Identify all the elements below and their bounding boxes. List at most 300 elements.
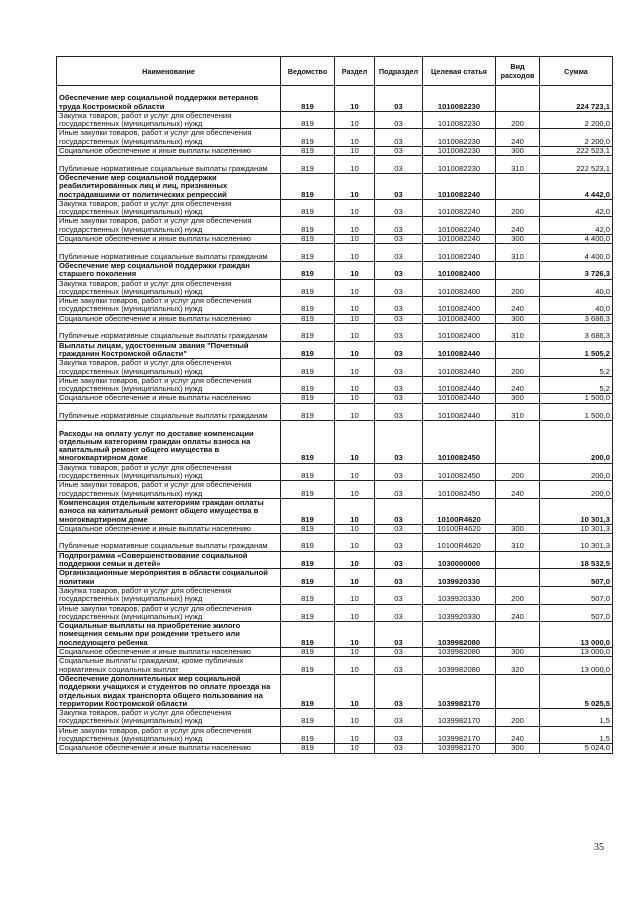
cell-celevaya-statya: 1010082240: [423, 217, 496, 235]
cell-vedomstvo: 819: [281, 726, 335, 744]
cell-name: Социальное обеспечение и иные выплаты населению: [57, 524, 281, 533]
cell-celevaya-statya: 1039982170: [423, 709, 496, 727]
cell-razdel: 10: [335, 376, 375, 394]
cell-vedomstvo: 819: [281, 235, 335, 244]
cell-celevaya-statya: 1010082440: [423, 359, 496, 377]
header-razdel: Раздел: [335, 57, 375, 86]
cell-vid-raskhodov: [496, 261, 540, 279]
table-row: [57, 341, 613, 359]
cell-vedomstvo: 819: [281, 217, 335, 235]
cell-razdel: 10: [335, 173, 375, 199]
cell-podrazdel: 03: [375, 569, 423, 587]
table-row: [57, 173, 613, 199]
cell-vid-raskhodov: 300: [496, 147, 540, 156]
cell-vid-raskhodov: 240: [496, 217, 540, 235]
cell-podrazdel: 03: [375, 341, 423, 359]
cell-razdel: 10: [335, 111, 375, 129]
cell-vedomstvo: 819: [281, 341, 335, 359]
cell-podrazdel: 03: [375, 217, 423, 235]
budget-table: [56, 56, 613, 754]
cell-vedomstvo: 819: [281, 324, 335, 342]
table-row: [57, 147, 613, 156]
cell-name: Иные закупки товаров, работ и услуг для обеспечения государственных (муниципальных) нужд: [57, 726, 281, 744]
cell-celevaya-statya: 1010082440: [423, 376, 496, 394]
table-row: [57, 279, 613, 297]
cell-celevaya-statya: 10100R4620: [423, 534, 496, 552]
header-vedomstvo: Ведомство: [281, 57, 335, 86]
cell-name: Иные закупки товаров, работ и услуг для обеспечения государственных (муниципальных) нужд: [57, 604, 281, 622]
cell-vedomstvo: 819: [281, 376, 335, 394]
cell-vedomstvo: 819: [281, 297, 335, 315]
cell-razdel: 10: [335, 341, 375, 359]
cell-summa: 5,2: [540, 359, 613, 377]
cell-celevaya-statya: 1010082400: [423, 314, 496, 323]
cell-vid-raskhodov: 200: [496, 709, 540, 727]
cell-summa: 200,0: [540, 421, 613, 464]
cell-celevaya-statya: 1010082230: [423, 111, 496, 129]
cell-podrazdel: 03: [375, 534, 423, 552]
table-row: [57, 359, 613, 377]
cell-name: Закупка товаров, работ и услуг для обеспечения государственных (муниципальных) нужд: [57, 279, 281, 297]
cell-summa: 10 301,3: [540, 534, 613, 552]
cell-podrazdel: 03: [375, 421, 423, 464]
cell-name: Социальное обеспечение и иные выплаты населению: [57, 314, 281, 323]
cell-vid-raskhodov: [496, 498, 540, 524]
cell-podrazdel: 03: [375, 129, 423, 147]
cell-name: Закупка товаров, работ и услуг для обеспечения государственных (муниципальных) нужд: [57, 359, 281, 377]
cell-vedomstvo: 819: [281, 586, 335, 604]
cell-name: Публичные нормативные социальные выплаты гражданам: [57, 534, 281, 552]
cell-vid-raskhodov: 300: [496, 648, 540, 657]
cell-name: Компенсация отдельным категориям граждан оплаты взноса на капитальный ремонт общего имущества в многоквартирном доме: [57, 498, 281, 524]
cell-summa: 42,0: [540, 217, 613, 235]
cell-celevaya-statya: 1010082240: [423, 199, 496, 217]
cell-vedomstvo: 819: [281, 551, 335, 569]
cell-razdel: 10: [335, 156, 375, 174]
cell-name: Публичные нормативные социальные выплаты гражданам: [57, 324, 281, 342]
cell-celevaya-statya: 1039920330: [423, 569, 496, 587]
cell-podrazdel: 03: [375, 524, 423, 533]
cell-podrazdel: 03: [375, 394, 423, 403]
cell-vedomstvo: 819: [281, 498, 335, 524]
header-vid-raskhodov: Вид расходов: [496, 57, 540, 86]
cell-vedomstvo: 819: [281, 147, 335, 156]
cell-vid-raskhodov: 300: [496, 744, 540, 753]
cell-celevaya-statya: 1039982170: [423, 726, 496, 744]
cell-summa: 5,2: [540, 376, 613, 394]
header-celevaya-statya: Целевая статья: [423, 57, 496, 86]
cell-razdel: 10: [335, 279, 375, 297]
table-row: [57, 235, 613, 244]
cell-vedomstvo: 819: [281, 173, 335, 199]
cell-podrazdel: 03: [375, 297, 423, 315]
cell-summa: 5 024,0: [540, 744, 613, 753]
table-row: [57, 421, 613, 464]
table-row: [57, 403, 613, 421]
cell-vid-raskhodov: [496, 341, 540, 359]
cell-vid-raskhodov: 310: [496, 244, 540, 262]
cell-name: Иные закупки товаров, работ и услуг для обеспечения государственных (муниципальных) нужд: [57, 297, 281, 315]
cell-name: Закупка товаров, работ и услуг для обеспечения государственных (муниципальных) нужд: [57, 709, 281, 727]
cell-summa: 507,0: [540, 604, 613, 622]
cell-razdel: 10: [335, 394, 375, 403]
cell-name: Закупка товаров, работ и услуг для обеспечения государственных (муниципальных) нужд: [57, 586, 281, 604]
cell-summa: 1,5: [540, 726, 613, 744]
cell-name: Обеспечение мер социальной поддержки граждан старшего поколения: [57, 261, 281, 279]
table-row: [57, 709, 613, 727]
cell-podrazdel: 03: [375, 498, 423, 524]
cell-summa: 1 500,0: [540, 403, 613, 421]
cell-celevaya-statya: 1010082230: [423, 156, 496, 174]
cell-vedomstvo: 819: [281, 622, 335, 648]
cell-vedomstvo: 819: [281, 86, 335, 112]
cell-summa: 4 400,0: [540, 244, 613, 262]
table-row: [57, 586, 613, 604]
cell-summa: 4 442,0: [540, 173, 613, 199]
cell-vedomstvo: 819: [281, 156, 335, 174]
cell-vid-raskhodov: 240: [496, 726, 540, 744]
cell-razdel: 10: [335, 86, 375, 112]
cell-podrazdel: 03: [375, 403, 423, 421]
cell-vid-raskhodov: [496, 674, 540, 708]
cell-razdel: 10: [335, 314, 375, 323]
cell-summa: 3 686,3: [540, 314, 613, 323]
cell-celevaya-statya: 1030000000: [423, 551, 496, 569]
table-row: [57, 569, 613, 587]
cell-name: Публичные нормативные социальные выплаты гражданам: [57, 156, 281, 174]
cell-podrazdel: 03: [375, 657, 423, 675]
table-row: [57, 261, 613, 279]
cell-summa: 200,0: [540, 481, 613, 499]
cell-podrazdel: 03: [375, 604, 423, 622]
cell-name: Подпрограмма «Совершенствование социальной поддержки семьи и детей»: [57, 551, 281, 569]
cell-vid-raskhodov: 240: [496, 297, 540, 315]
cell-summa: 42,0: [540, 199, 613, 217]
table-row: [57, 314, 613, 323]
cell-vid-raskhodov: [496, 86, 540, 112]
cell-name: Иные закупки товаров, работ и услуг для обеспечения государственных (муниципальных) нужд: [57, 376, 281, 394]
cell-name: Социальные выплаты гражданам, кроме публичных нормативных социальных выплат: [57, 657, 281, 675]
table-row: [57, 726, 613, 744]
cell-vid-raskhodov: [496, 173, 540, 199]
cell-summa: 224 723,1: [540, 86, 613, 112]
table-row: [57, 604, 613, 622]
cell-razdel: 10: [335, 726, 375, 744]
table-row: [57, 394, 613, 403]
cell-name: Обеспечение мер социальной поддержки ветеранов труда Костромской области: [57, 86, 281, 112]
header-name: Наименование: [57, 57, 281, 86]
cell-vedomstvo: 819: [281, 648, 335, 657]
cell-podrazdel: 03: [375, 674, 423, 708]
cell-celevaya-statya: 1010082240: [423, 235, 496, 244]
cell-vedomstvo: 819: [281, 657, 335, 675]
table-row: [57, 674, 613, 708]
cell-podrazdel: 03: [375, 279, 423, 297]
table-header-row: [57, 57, 613, 86]
cell-podrazdel: 03: [375, 463, 423, 481]
cell-razdel: 10: [335, 569, 375, 587]
table-row: [57, 129, 613, 147]
cell-vid-raskhodov: 300: [496, 394, 540, 403]
table-row: [57, 463, 613, 481]
table-row: [57, 534, 613, 552]
table-row: [57, 481, 613, 499]
cell-summa: 2 200,0: [540, 111, 613, 129]
cell-vid-raskhodov: 310: [496, 324, 540, 342]
cell-celevaya-statya: 1039920330: [423, 586, 496, 604]
cell-podrazdel: 03: [375, 314, 423, 323]
cell-podrazdel: 03: [375, 173, 423, 199]
cell-name: Закупка товаров, работ и услуг для обеспечения государственных (муниципальных) нужд: [57, 463, 281, 481]
cell-celevaya-statya: 1010082400: [423, 297, 496, 315]
cell-vedomstvo: 819: [281, 111, 335, 129]
cell-celevaya-statya: 1039982170: [423, 744, 496, 753]
cell-celevaya-statya: 1039920330: [423, 604, 496, 622]
cell-razdel: 10: [335, 244, 375, 262]
cell-razdel: 10: [335, 534, 375, 552]
cell-razdel: 10: [335, 648, 375, 657]
cell-celevaya-statya: 1010082240: [423, 173, 496, 199]
table-row: [57, 376, 613, 394]
cell-summa: 507,0: [540, 569, 613, 587]
cell-podrazdel: 03: [375, 648, 423, 657]
cell-celevaya-statya: 1010082450: [423, 421, 496, 464]
table-row: [57, 297, 613, 315]
cell-celevaya-statya: 1010082440: [423, 394, 496, 403]
cell-podrazdel: 03: [375, 86, 423, 112]
table-row: [57, 622, 613, 648]
cell-vid-raskhodov: 240: [496, 129, 540, 147]
cell-razdel: 10: [335, 657, 375, 675]
cell-vid-raskhodov: [496, 421, 540, 464]
cell-razdel: 10: [335, 217, 375, 235]
table-row: [57, 324, 613, 342]
table-row: [57, 199, 613, 217]
cell-razdel: 10: [335, 744, 375, 753]
cell-vid-raskhodov: 300: [496, 524, 540, 533]
cell-vid-raskhodov: 240: [496, 481, 540, 499]
cell-razdel: 10: [335, 674, 375, 708]
cell-summa: 40,0: [540, 297, 613, 315]
cell-razdel: 10: [335, 463, 375, 481]
cell-razdel: 10: [335, 359, 375, 377]
cell-vedomstvo: 819: [281, 314, 335, 323]
cell-razdel: 10: [335, 604, 375, 622]
cell-vid-raskhodov: 200: [496, 359, 540, 377]
cell-summa: 3 726,3: [540, 261, 613, 279]
cell-vid-raskhodov: 200: [496, 279, 540, 297]
cell-vedomstvo: 819: [281, 244, 335, 262]
cell-vedomstvo: 819: [281, 569, 335, 587]
cell-celevaya-statya: 1010082400: [423, 279, 496, 297]
table-row: [57, 86, 613, 112]
cell-vid-raskhodov: 300: [496, 235, 540, 244]
cell-podrazdel: 03: [375, 709, 423, 727]
cell-razdel: 10: [335, 498, 375, 524]
cell-name: Организационные мероприятия в области социальной политики: [57, 569, 281, 587]
cell-vedomstvo: 819: [281, 403, 335, 421]
cell-name: Иные закупки товаров, работ и услуг для обеспечения государственных (муниципальных) нужд: [57, 129, 281, 147]
cell-vid-raskhodov: 240: [496, 604, 540, 622]
cell-summa: 507,0: [540, 586, 613, 604]
cell-vedomstvo: 819: [281, 359, 335, 377]
cell-celevaya-statya: 1010082400: [423, 324, 496, 342]
cell-summa: 10 301,3: [540, 498, 613, 524]
cell-celevaya-statya: 1010082230: [423, 86, 496, 112]
cell-razdel: 10: [335, 709, 375, 727]
cell-name: Иные закупки товаров, работ и услуг для обеспечения государственных (муниципальных) нужд: [57, 481, 281, 499]
cell-vedomstvo: 819: [281, 604, 335, 622]
cell-name: Закупка товаров, работ и услуг для обеспечения государственных (муниципальных) нужд: [57, 199, 281, 217]
cell-razdel: 10: [335, 199, 375, 217]
cell-name: Социальное обеспечение и иные выплаты населению: [57, 648, 281, 657]
cell-razdel: 10: [335, 261, 375, 279]
cell-celevaya-statya: 1010082450: [423, 463, 496, 481]
cell-name: Социальное обеспечение и иные выплаты населению: [57, 394, 281, 403]
cell-celevaya-statya: 1010082450: [423, 481, 496, 499]
cell-celevaya-statya: 1039982080: [423, 622, 496, 648]
cell-name: Расходы на оплату услуг по доставке компенсации отдельным категориям граждан оплаты взноса на капитальный ремонт общего имущества в многоквартирном доме: [57, 421, 281, 464]
cell-razdel: 10: [335, 147, 375, 156]
cell-vid-raskhodov: 200: [496, 199, 540, 217]
cell-name: Социальное обеспечение и иные выплаты населению: [57, 147, 281, 156]
table-row: [57, 498, 613, 524]
cell-vedomstvo: 819: [281, 709, 335, 727]
table-row: [57, 648, 613, 657]
cell-name: Выплаты лицам, удостоенным звания "Почетный гражданин Костромской области": [57, 341, 281, 359]
cell-summa: 222 523,1: [540, 147, 613, 156]
cell-celevaya-statya: 1010082440: [423, 341, 496, 359]
cell-vedomstvo: 819: [281, 481, 335, 499]
cell-summa: 222 523,1: [540, 156, 613, 174]
cell-vid-raskhodov: 240: [496, 376, 540, 394]
cell-podrazdel: 03: [375, 244, 423, 262]
cell-podrazdel: 03: [375, 359, 423, 377]
cell-celevaya-statya: 1039982080: [423, 648, 496, 657]
cell-razdel: 10: [335, 586, 375, 604]
cell-vid-raskhodov: 310: [496, 403, 540, 421]
cell-podrazdel: 03: [375, 147, 423, 156]
cell-podrazdel: 03: [375, 324, 423, 342]
cell-summa: 1 505,2: [540, 341, 613, 359]
table-row: [57, 156, 613, 174]
cell-celevaya-statya: 1039982080: [423, 657, 496, 675]
cell-name: Публичные нормативные социальные выплаты гражданам: [57, 403, 281, 421]
page-number: 35: [594, 842, 604, 853]
cell-summa: 13 000,0: [540, 648, 613, 657]
cell-name: Социальное обеспечение и иные выплаты населению: [57, 235, 281, 244]
cell-razdel: 10: [335, 421, 375, 464]
cell-summa: 3 686,3: [540, 324, 613, 342]
cell-vedomstvo: 819: [281, 524, 335, 533]
cell-razdel: 10: [335, 403, 375, 421]
cell-podrazdel: 03: [375, 586, 423, 604]
table-row: [57, 217, 613, 235]
cell-razdel: 10: [335, 481, 375, 499]
cell-name: Обеспечение дополнительных мер социальной поддержки учащихся и студентов по оплате проезда на отдельных видах транспорта общего пользования на территории Костромской области: [57, 674, 281, 708]
cell-vid-raskhodov: 310: [496, 534, 540, 552]
cell-summa: 5 025,5: [540, 674, 613, 708]
cell-celevaya-statya: 1039982170: [423, 674, 496, 708]
cell-summa: 1 500,0: [540, 394, 613, 403]
cell-vid-raskhodov: [496, 569, 540, 587]
cell-name: Социальные выплаты на приобретение жилого помещения семьям при рождении третьего или последующего ребенка: [57, 622, 281, 648]
cell-podrazdel: 03: [375, 261, 423, 279]
cell-vid-raskhodov: 300: [496, 314, 540, 323]
cell-vedomstvo: 819: [281, 744, 335, 753]
cell-vedomstvo: 819: [281, 534, 335, 552]
cell-podrazdel: 03: [375, 622, 423, 648]
cell-vid-raskhodov: [496, 551, 540, 569]
cell-vid-raskhodov: 320: [496, 657, 540, 675]
cell-celevaya-statya: 1010082440: [423, 403, 496, 421]
table-row: [57, 657, 613, 675]
cell-celevaya-statya: 10100R4620: [423, 498, 496, 524]
header-summa: Сумма: [540, 57, 613, 86]
cell-vedomstvo: 819: [281, 129, 335, 147]
cell-name: Обеспечение мер социальной поддержки реабилитированных лиц и лиц, признанных пострадавшими от политических репрессий: [57, 173, 281, 199]
cell-summa: 1,5: [540, 709, 613, 727]
cell-name: Закупка товаров, работ и услуг для обеспечения государственных (муниципальных) нужд: [57, 111, 281, 129]
cell-vid-raskhodov: 310: [496, 156, 540, 174]
cell-summa: 13 000,0: [540, 657, 613, 675]
cell-summa: 10 301,3: [540, 524, 613, 533]
cell-vedomstvo: 819: [281, 394, 335, 403]
cell-razdel: 10: [335, 324, 375, 342]
cell-vid-raskhodov: 200: [496, 111, 540, 129]
cell-razdel: 10: [335, 235, 375, 244]
cell-podrazdel: 03: [375, 481, 423, 499]
cell-podrazdel: 03: [375, 551, 423, 569]
cell-name: Иные закупки товаров, работ и услуг для обеспечения государственных (муниципальных) нужд: [57, 217, 281, 235]
cell-celevaya-statya: 1010082230: [423, 129, 496, 147]
table-row: [57, 744, 613, 753]
cell-vedomstvo: 819: [281, 463, 335, 481]
cell-podrazdel: 03: [375, 726, 423, 744]
cell-razdel: 10: [335, 524, 375, 533]
cell-razdel: 10: [335, 622, 375, 648]
cell-summa: 2 200,0: [540, 129, 613, 147]
cell-celevaya-statya: 1010082230: [423, 147, 496, 156]
cell-razdel: 10: [335, 297, 375, 315]
cell-vedomstvo: 819: [281, 199, 335, 217]
cell-summa: 200,0: [540, 463, 613, 481]
table-row: [57, 524, 613, 533]
cell-summa: 18 532,5: [540, 551, 613, 569]
table-row: [57, 244, 613, 262]
cell-podrazdel: 03: [375, 199, 423, 217]
cell-summa: 13 000,0: [540, 622, 613, 648]
cell-razdel: 10: [335, 129, 375, 147]
cell-name: Социальное обеспечение и иные выплаты населению: [57, 744, 281, 753]
cell-razdel: 10: [335, 551, 375, 569]
cell-celevaya-statya: 1010082240: [423, 244, 496, 262]
cell-celevaya-statya: 10100R4620: [423, 524, 496, 533]
cell-summa: 40,0: [540, 279, 613, 297]
cell-vid-raskhodov: [496, 622, 540, 648]
cell-podrazdel: 03: [375, 111, 423, 129]
cell-vedomstvo: 819: [281, 421, 335, 464]
cell-summa: 4 400,0: [540, 235, 613, 244]
table-row: [57, 551, 613, 569]
cell-podrazdel: 03: [375, 376, 423, 394]
cell-celevaya-statya: 1010082400: [423, 261, 496, 279]
cell-name: Публичные нормативные социальные выплаты гражданам: [57, 244, 281, 262]
cell-podrazdel: 03: [375, 235, 423, 244]
cell-vedomstvo: 819: [281, 261, 335, 279]
table-row: [57, 111, 613, 129]
cell-podrazdel: 03: [375, 744, 423, 753]
